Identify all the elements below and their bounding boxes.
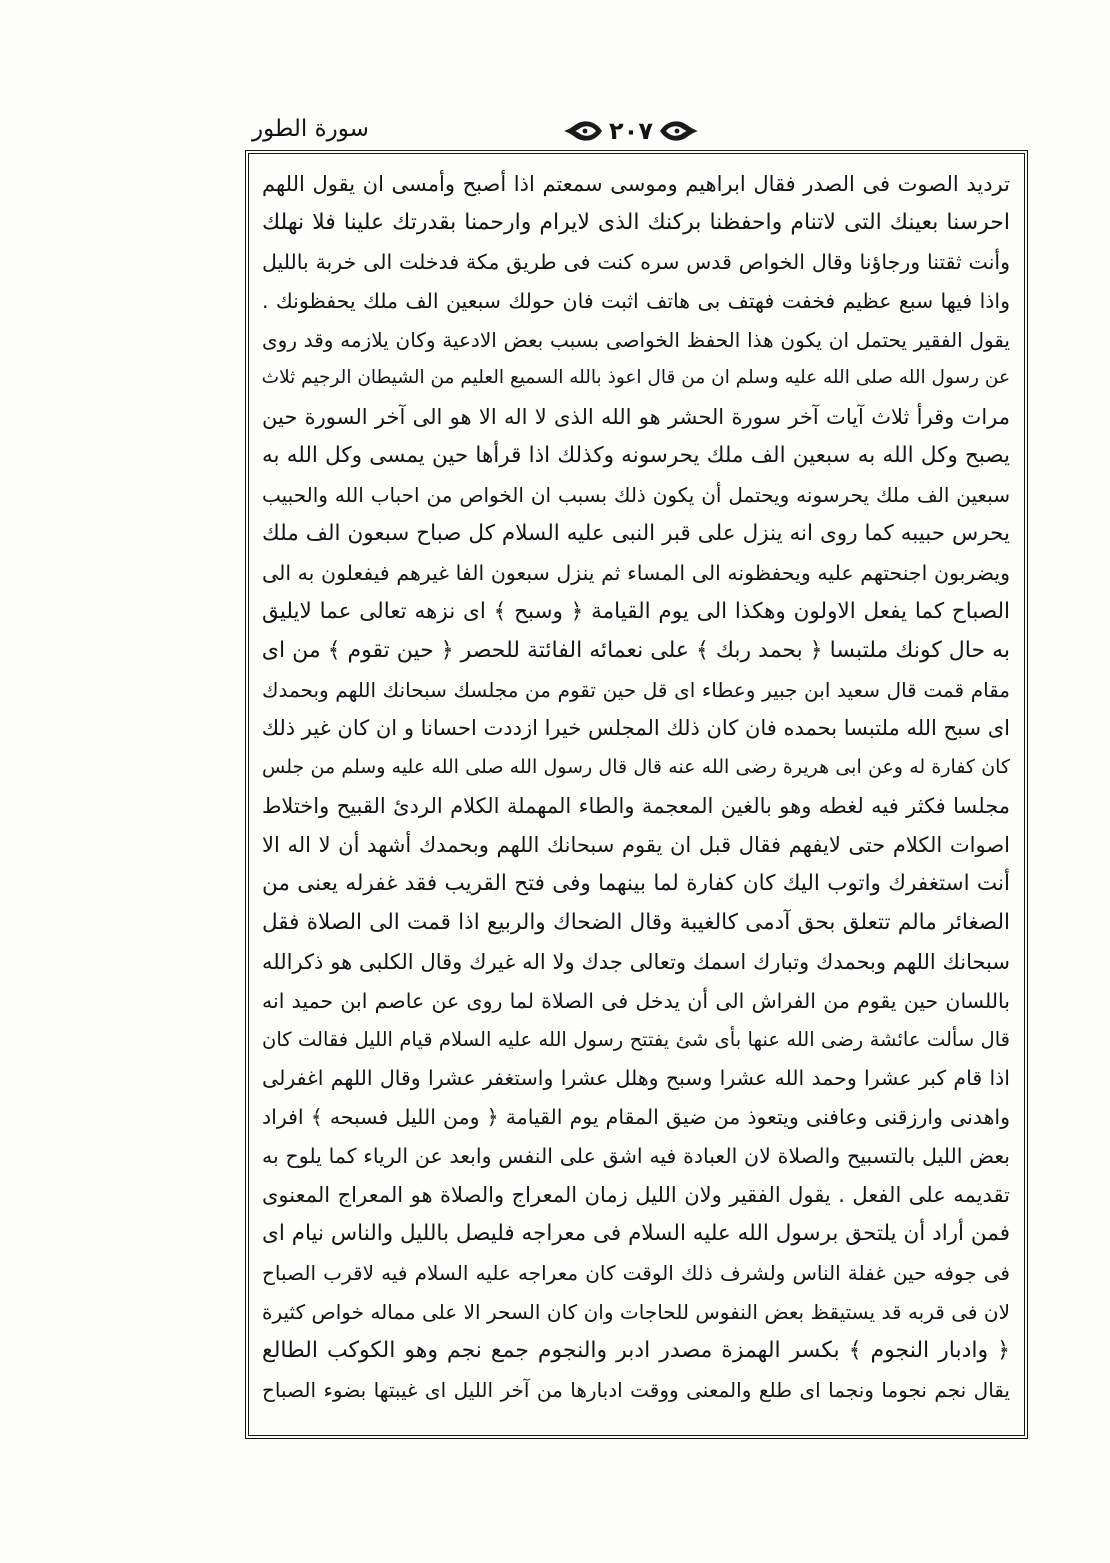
text-line: تقديمه على الفعل . يقول الفقير ولان الليل زمان المعراج والصلاة هو المعراج المعنوى — [262, 1183, 1010, 1208]
text-line: واذا فيها سبع عظيم فخفت فهتف بى هاتف اثبت فان حولك سبعين الف ملك يحفظونك . — [262, 288, 1010, 313]
text-line: اذا قام كبر عشرا وحمد الله عشرا وسبح وهلل عشرا واستغفر عشرا وقال اللهم اغفرلى — [262, 1066, 1010, 1091]
text-line: واهدنى وارزقنى وعافنى ويتعوذ من ضيق المقام يوم القيامة ﴿ ومن الليل فسبحه ﴾ افراد — [262, 1105, 1010, 1130]
text-line: الصغائر مالم تتعلق بحق آدمى كالغيبة وقال الضحاك والربيع اذا قمت الى الصلاة فقل — [262, 909, 1010, 935]
text-line: ويضربون اجنحتهم عليه ويحفظونه الى المساء ثم ينزل سبعون الفا غيرهم فيفعلون به الى — [262, 560, 1010, 585]
text-line: يقول الفقير يحتمل ان يكون هذا الحفظ الخواصى بسبب بعض الادعية وكان يلازمه وقد روى — [262, 327, 1010, 352]
text-line: وأنت ثقتنا ورجاؤنا وقال الخواص قدس سره كنت فى طريق مكة فدخلت الى خربة بالليل — [262, 249, 1010, 274]
ornament-right-icon — [659, 118, 699, 144]
text-body — [262, 165, 1010, 1410]
text-line: اى سبح الله ملتبسا بحمده فان كان ذلك المجلس خيرا ازددت احسانا و ان كان غير ذلك — [262, 716, 1010, 741]
text-line: يقال نجم نجوما ونجما اى طلع والمعنى ووقت ادبارها من آخر الليل اى غيبتها بضوء الصباح — [262, 1377, 1010, 1402]
text-line: فى جوفه حين غفلة الناس ولشرف ذلك الوقت كان معراجه عليه السلام فيه لاقرب الصباح — [262, 1260, 1010, 1285]
text-line: سبعين الف ملك يحرسونه ويحتمل أن يكون ذلك بسبب ان الخواص من احباب الله والحبيب — [262, 483, 1010, 508]
text-line: أنت استغفرك واتوب اليك كان كفارة لما بينهما وفى فتح القريب فقد غفرله يعنى من — [262, 871, 1010, 897]
text-line: مجلسا فكثر فيه لغطه وهو بالغين المعجمة والطاء المهملة الكلام الردئ القبيح واختلاط — [262, 794, 1010, 819]
text-line: باللسان حين يقوم من الفراش الى أن يدخل فى الصلاة لما روى عن عاصم ابن حميد انه — [262, 988, 1010, 1013]
surah-title: سورة الطور — [252, 116, 369, 142]
text-line: ترديد الصوت فى الصدر فقال ابراهيم وموسى سمعتم اذا أصبح وأمسى ان يقول اللهم — [262, 172, 1010, 196]
text-line: لان فى قربه قد يستيقظ بعض النفوس للحاجات وان كان السحر الا على مماله خواص كثيرة — [262, 1299, 1010, 1324]
text-line: سبحانك اللهم وبحمدك وتبارك اسمك وتعالى جدك ولا اله غيرك وقال الكلبى هو ذكرالله — [262, 949, 1010, 974]
text-line: احرسنا بعينك التى لاتنام واحفظنا بركنك الذى لايرام وارحمنا بقدرتك علينا فلا نهلك — [262, 209, 1010, 235]
text-line: يحرس حبيبه كما روى انه ينزل على قبر النبى عليه السلام كل صباح سبعون الف ملك — [262, 521, 1010, 547]
text-line: الصباح كما يفعل الاولون وهكذا الى يوم القيامة ﴿ وسبح ﴾ اى نزهه تعالى عما لايليق — [262, 598, 1010, 624]
text-line: مرات وقرأ ثلاث آيات آخر سورة الحشر هو الله الذى لا اله الا هو الى آخر السورة حين — [262, 405, 1010, 430]
text-line: مقام قمت قال سعيد ابن جبير وعطاء اى قل حين تقوم من مجلسك سبحانك اللهم وبحمدك — [262, 677, 1010, 702]
text-line: عن رسول الله صلى الله عليه وسلم ان من قال اعوذ بالله السميع العليم من الشيطان الرجيم ثلاث — [262, 367, 1010, 389]
text-line: كان كفارة له وعن ابى هريرة رضى الله عنه قال قال رسول الله صلى الله عليه وسلم من جلس — [262, 756, 1010, 779]
text-line: فمن أراد أن يلتحق برسول الله عليه السلام فى معراجه فليصل بالليل والناس نيام اى — [262, 1221, 1010, 1247]
text-line: ﴿ وادبار النجوم ﴾ بكسر الهمزة مصدر ادبر والنجوم جمع نجم وهو الكوكب الطالع — [262, 1337, 1010, 1363]
page-number-header — [556, 114, 706, 148]
ornament-left-icon — [563, 118, 603, 144]
text-line: يصبح وكل الله به سبعين الف ملك يحرسونه وكذلك اذا قرأها حين يمسى وكل الله به — [262, 443, 1010, 469]
text-line: به حال كونك ملتبسا ﴿ بحمد ربك ﴾ على نعمائه الفائتة للحصر ﴿ حين تقوم ﴾ من اى — [262, 637, 1010, 663]
text-line: اصوات الكلام حتى لايفهم فقال قبل ان يقوم سبحانك اللهم وبحمدك أشهد أن لا اله الا — [262, 833, 1010, 858]
text-line: قال سألت عائشة رضى الله عنها بأى شئ يفتتح رسول الله عليه السلام قيام الليل فقالت كان — [262, 1027, 1010, 1051]
page-number: ٢٠٧ — [609, 117, 653, 145]
text-line: بعض الليل بالتسبيح والصلاة لان العبادة فيه اشق على النفس وابعد عن الرياء كما يلوح به — [262, 1144, 1010, 1169]
